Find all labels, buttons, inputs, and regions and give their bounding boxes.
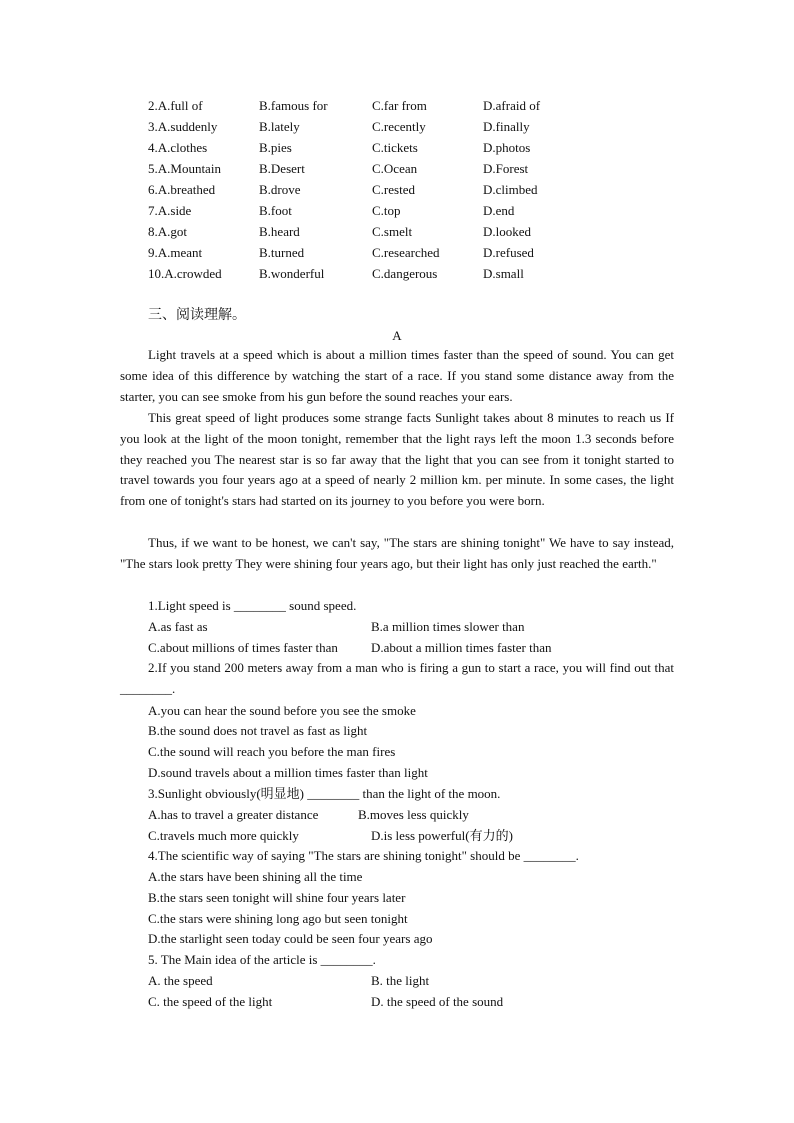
option-d: D.finally xyxy=(483,119,530,134)
option-a: 7.A.side xyxy=(148,203,192,218)
option-b: B.foot xyxy=(259,203,292,218)
section-title: 三、阅读理解。 xyxy=(148,308,246,323)
question-1-option-c[interactable]: C.about millions of times faster than xyxy=(148,640,338,655)
question-4-option-c[interactable]: C.the stars were shining long ago but seen tonight xyxy=(148,911,408,926)
option-c: C.tickets xyxy=(372,140,418,155)
option-a: 10.A.crowded xyxy=(148,266,222,281)
passage-paragraph-2: This great speed of light produces some strange facts Sunlight takes about 8 minutes to reach us If you look at the light of the moon tonight, remember that the light rays left the moon 1.3 seconds before they reached you The nearest star is so far away that the light that you can see from it tonight started to travel towards you four years ago at a speed of nearly 2 million km. per minute. In some cases, the light from one of tonight's stars had started on its journey to you before you were born. xyxy=(120,410,674,509)
question-5-option-d[interactable]: D. the speed of the sound xyxy=(371,994,504,1009)
question-3-option-c[interactable]: C.travels much more quickly xyxy=(148,828,299,843)
option-b: B.turned xyxy=(259,245,305,260)
question-1-option-d[interactable]: D.about a million times faster than xyxy=(371,640,552,655)
option-b: B.Desert xyxy=(259,161,305,176)
option-d: D.climbed xyxy=(483,182,538,197)
option-d: D.small xyxy=(483,266,524,281)
option-b: B.famous for xyxy=(259,98,328,113)
option-a: 6.A.breathed xyxy=(148,182,216,197)
option-a: 2.A.full of xyxy=(148,98,203,113)
option-b: B.pies xyxy=(259,140,292,155)
option-a: 3.A.suddenly xyxy=(148,119,218,134)
option-b: B.heard xyxy=(259,224,300,239)
question-2-option-d[interactable]: D.sound travels about a million times faster than light xyxy=(148,765,428,780)
option-c: C.smelt xyxy=(372,224,413,239)
question-5-option-a[interactable]: A. the speed xyxy=(148,973,213,988)
option-d: D.refused xyxy=(483,245,534,260)
question-1-stem: 1.Light speed is ________ sound speed. xyxy=(148,598,357,613)
question-2-stem: 2.If you stand 200 meters away from a man who is firing a gun to start a race, you will find out that ________. xyxy=(120,660,674,696)
question-4-option-d[interactable]: D.the starlight seen today could be seen four years ago xyxy=(148,931,433,946)
question-3-stem: 3.Sunlight obviously(明显地) ________ than the light of the moon. xyxy=(148,786,501,801)
option-c: C.far from xyxy=(372,98,427,113)
option-d: D.looked xyxy=(483,224,532,239)
question-1-option-a[interactable]: A.as fast as xyxy=(148,619,208,634)
question-4-option-a[interactable]: A.the stars have been shining all the time xyxy=(148,869,363,884)
option-b: B.wonderful xyxy=(259,266,325,281)
option-c: C.recently xyxy=(372,119,426,134)
question-3-option-d[interactable]: D.is less powerful(有力的) xyxy=(371,828,513,843)
option-d: D.Forest xyxy=(483,161,529,176)
option-a: 4.A.clothes xyxy=(148,140,208,155)
option-b: B.drove xyxy=(259,182,301,197)
option-d: D.end xyxy=(483,203,515,218)
option-c: C.Ocean xyxy=(372,161,418,176)
question-2-option-c[interactable]: C.the sound will reach you before the man fires xyxy=(148,744,396,759)
option-a: 8.A.got xyxy=(148,224,187,239)
question-2-option-a[interactable]: A.you can hear the sound before you see the smoke xyxy=(148,703,416,718)
question-2-option-b[interactable]: B.the sound does not travel as fast as light xyxy=(148,723,368,738)
passage-title: A xyxy=(392,328,402,343)
question-4-option-b[interactable]: B.the stars seen tonight will shine four years later xyxy=(148,890,406,905)
option-d: D.afraid of xyxy=(483,98,541,113)
passage-paragraph-1: Light travels at a speed which is about a million times faster than the speed of sound. You can get some idea of this difference by watching the start of a race. If you stand some distance away from the starter, you can see smoke from his gun before the sound reaches your ears. xyxy=(120,347,674,404)
option-a: 5.A.Mountain xyxy=(148,161,221,176)
question-5-option-c[interactable]: C. the speed of the light xyxy=(148,994,273,1009)
option-c: C.top xyxy=(372,203,401,218)
option-b: B.lately xyxy=(259,119,300,134)
question-1-option-b[interactable]: B.a million times slower than xyxy=(371,619,525,634)
option-c: C.dangerous xyxy=(372,266,438,281)
passage-paragraph-3: Thus, if we want to be honest, we can't say, "The stars are shining tonight" We have to say instead, "The stars look pretty They were shining four years ago, but their light has only just reached the earth." xyxy=(120,535,674,571)
question-5-stem: 5. The Main idea of the article is ________. xyxy=(148,952,376,967)
option-d: D.photos xyxy=(483,140,531,155)
option-c: C.researched xyxy=(372,245,440,260)
option-a: 9.A.meant xyxy=(148,245,203,260)
question-3-option-b[interactable]: B.moves less quickly xyxy=(358,807,469,822)
question-3-option-a[interactable]: A.has to travel a greater distance xyxy=(148,807,319,822)
question-5-option-b[interactable]: B. the light xyxy=(371,973,430,988)
question-4-stem: 4.The scientific way of saying "The stars are shining tonight" should be ________. xyxy=(148,848,579,863)
option-c: C.rested xyxy=(372,182,415,197)
